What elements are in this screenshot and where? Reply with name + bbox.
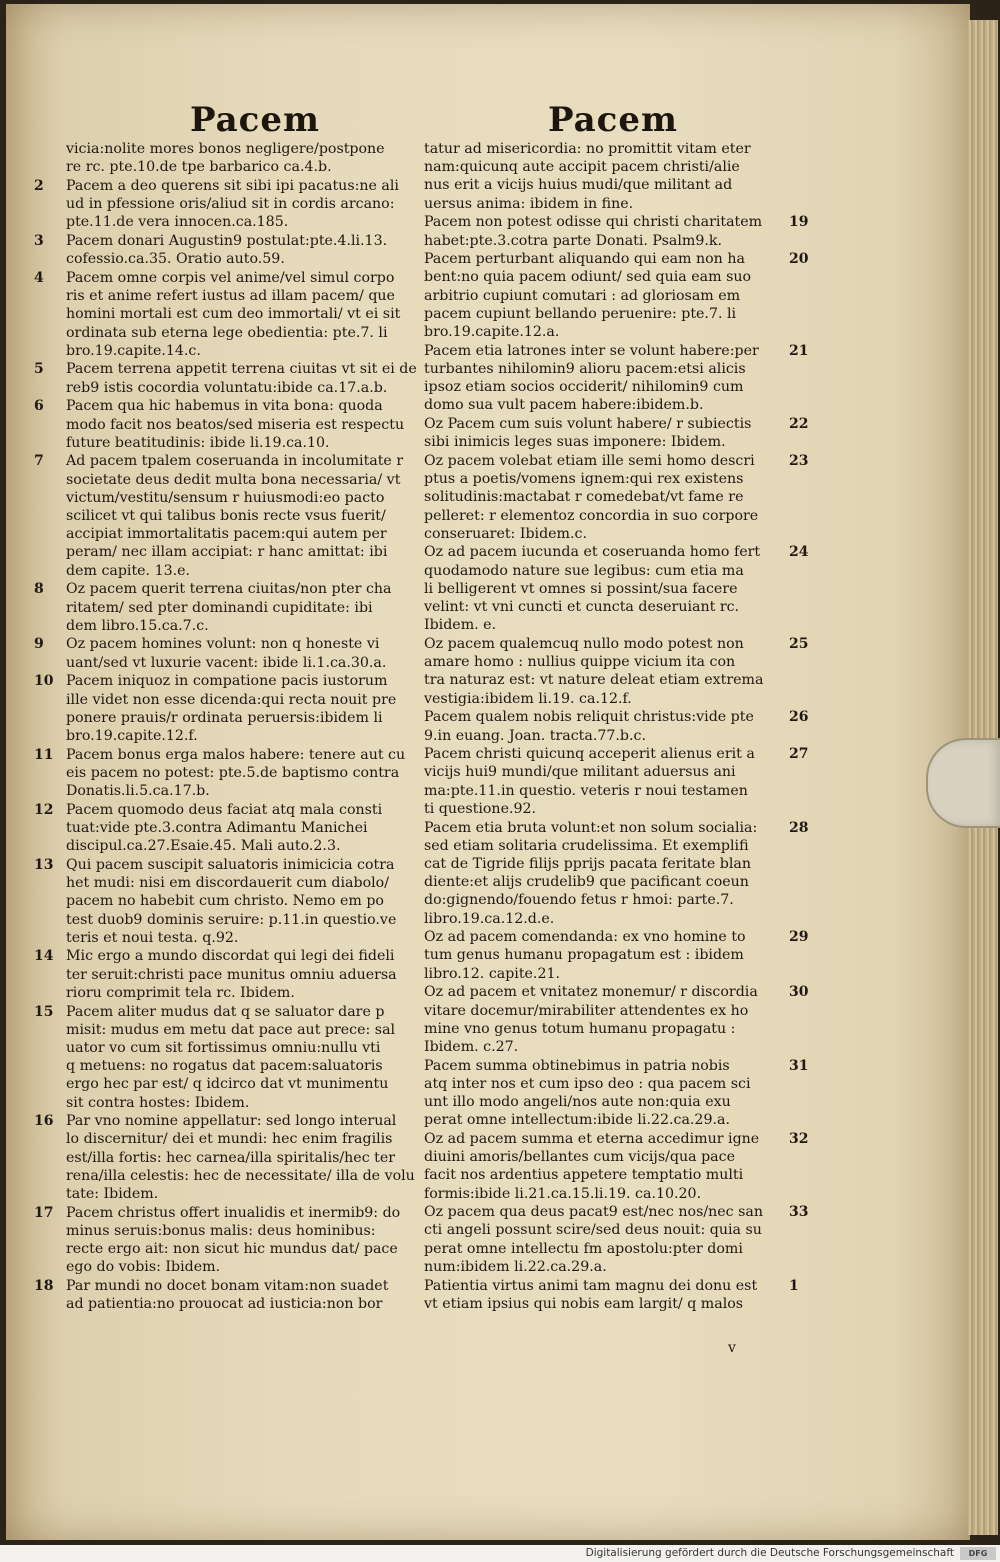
index-entry xyxy=(424,140,816,213)
entry-number: 4 xyxy=(34,269,44,286)
entry-line: Qui pacem suscipit saluatoris inimicicia cotra xyxy=(66,856,395,873)
entry-line: nam:quicunq aute accipit pacem christi/alie xyxy=(424,159,740,176)
entry-number: 6 xyxy=(34,398,44,415)
entry-line: Pacem bonus erga malos habere: tenere aut cu xyxy=(66,746,406,763)
entry-line: tuat:vide pte.3.contra Adimantu Manichei xyxy=(66,820,368,837)
signature-mark: v xyxy=(728,1340,736,1356)
entry-line: re rc. pte.10.de tpe barbarico ca.4.b. xyxy=(66,159,332,176)
entry-number: 8 xyxy=(34,581,44,598)
entry-line: conseruaret: Ibidem.c. xyxy=(424,525,587,542)
index-entry xyxy=(28,452,420,579)
entry-line: reb9 istis cocordia voluntatu:ibide ca.17.a.b. xyxy=(66,379,388,396)
index-entry xyxy=(28,801,420,856)
entry-line: arbitrio cupiunt comutari : ad gloriosam em xyxy=(424,287,741,304)
entry-line: ponere prauis/r ordinata peruersis:ibidem li xyxy=(66,709,383,726)
entry-line: Oz pacem qua deus pacat9 est/nec nos/nec san xyxy=(424,1204,763,1221)
entry-line: formis:ibide li.21.ca.15.li.19. ca.10.20. xyxy=(424,1185,702,1202)
entry-line: Par mundi no docet bonam vitam:non suadet xyxy=(66,1278,389,1295)
entry-line: ergo hec par est/ q idcirco dat vt munimentu xyxy=(66,1076,389,1093)
entry-line: sibi inimicis leges suas imponere: Ibidem. xyxy=(424,434,726,451)
entry-line: ad patientia:no prouocat ad iusticia:non bor xyxy=(66,1296,383,1313)
entry-line: do:gignendo/fouendo fetus r hmoi: parte.7. xyxy=(424,892,734,909)
entry-number: 16 xyxy=(34,1113,54,1130)
entry-line: ritatem/ sed pter dominandi cupiditate: ibi xyxy=(66,599,373,616)
entry-line: Pacem iniquoz in compatione pacis iustorum xyxy=(66,673,388,690)
entry-line: homini mortali est cum deo immortali/ vt ei sit xyxy=(66,306,401,323)
running-header-right: Pacem xyxy=(548,100,678,140)
entry-line: Pacem terrena appetit terrena ciuitas vt sit ei de xyxy=(66,361,417,378)
entry-line: tra naturaz est: vt nature deleat etiam extrema xyxy=(424,672,764,689)
entry-line: libro.12. capite.21. xyxy=(424,965,561,982)
dfg-logo: DFG xyxy=(960,1547,996,1560)
entry-line: turbantes nihilomin9 alioru pacem:etsi alicis xyxy=(424,360,746,377)
entry-line: Ibidem. e. xyxy=(424,617,497,634)
entry-line: cti angeli possunt scire/sed deus nouit: quia su xyxy=(424,1222,762,1239)
entry-line: diente:et alijs crudelib9 que pacificant coeun xyxy=(424,874,749,891)
entry-line: Pacem non potest odisse qui christi charitatem xyxy=(424,214,763,231)
entry-line: Patientia virtus animi tam magnu dei donu est xyxy=(424,1277,758,1294)
entry-line: ille videt non esse dicenda:qui recta nouit pre xyxy=(66,691,397,708)
entry-line: 9.in euang. Joan. tracta.77.b.c. xyxy=(424,727,646,744)
entry-line: Oz ad pacem et vnitatez monemur/ r discordia xyxy=(424,984,758,1001)
entry-number: 18 xyxy=(34,1278,54,1295)
index-entry xyxy=(28,177,420,232)
entry-line: unt illo modo angeli/nos aute non:quia exu xyxy=(424,1094,731,1111)
entry-number: 11 xyxy=(34,746,54,763)
entry-line: q metuens: no rogatus dat pacem:saluatoris xyxy=(66,1058,383,1075)
entry-line: recte ergo ait: non sicut hic mundus dat/ pace xyxy=(66,1241,398,1258)
index-entry xyxy=(28,269,420,360)
entry-line: peram/ nec illam accipiat: r hanc amittat: ibi xyxy=(66,544,388,561)
entry-number: 12 xyxy=(34,801,54,818)
index-entry xyxy=(424,452,816,543)
entry-number: 23 xyxy=(789,452,809,469)
index-entry xyxy=(28,635,420,671)
entry-line: cofessio.ca.35. Oratio auto.59. xyxy=(66,251,285,268)
footer-bar xyxy=(0,1545,1000,1562)
entry-line: Mic ergo a mundo discordat qui legi dei fideli xyxy=(66,948,395,965)
entry-line: tate: Ibidem. xyxy=(66,1186,159,1203)
index-entry xyxy=(28,580,420,635)
entry-line: bro.19.capite.12.a. xyxy=(424,324,560,341)
entry-number: 30 xyxy=(789,984,809,1001)
entry-line: velint: vt vni cuncti et cuncta deseruiant rc. xyxy=(424,599,740,616)
index-entry xyxy=(424,928,816,983)
entry-number: 20 xyxy=(789,251,809,268)
entry-number: 17 xyxy=(34,1204,54,1221)
entry-line: rena/illa celestis: hec de necessitate/ illa de volu xyxy=(66,1167,415,1184)
entry-line: societate deus dedit multa bona necessaria/ vt xyxy=(66,471,401,488)
index-entry xyxy=(28,232,420,268)
index-entry xyxy=(424,415,816,451)
entry-line: sed etiam solitaria crudelissima. Et exemplifi xyxy=(424,837,749,854)
entry-line: sit contra hostes: Ibidem. xyxy=(66,1094,250,1111)
entry-line: nus erit a vicijs huius mudi/que militant ad xyxy=(424,177,733,194)
entry-line: Pacem quomodo deus faciat atq mala consti xyxy=(66,801,383,818)
entry-line: quodamodo nature sue legibus: cum etia ma xyxy=(424,562,744,579)
entry-number: 27 xyxy=(789,746,809,763)
entry-line: Pacem christi quicunq acceperit alienus erit a xyxy=(424,746,755,763)
running-header-left: Pacem xyxy=(190,100,320,140)
entry-line: Oz pacem volebat etiam ille semi homo descri xyxy=(424,452,755,469)
index-entry xyxy=(28,672,420,745)
entry-line: Oz pacem qualemcuq nullo modo potest non xyxy=(424,635,744,652)
entry-line: Ad pacem tpalem coseruanda in incolumitate r xyxy=(66,453,404,470)
footer-credit: Digitalisierung gefördert durch die Deutsche Forschungsgemeinschaft xyxy=(585,1547,954,1559)
entry-line: misit: mudus em metu dat pace aut prece: sal xyxy=(66,1021,396,1038)
entry-number: 31 xyxy=(789,1057,809,1074)
entry-line: minus seruis:bonus malis: deus hominibus: xyxy=(66,1222,376,1239)
entry-line: domo sua vult pacem habere:ibidem.b. xyxy=(424,397,704,414)
index-entry xyxy=(424,342,816,415)
entry-line: bent:no quia pacem odiunt/ sed quia eam suo xyxy=(424,269,752,286)
entry-line: pacem no habebit cum christo. Nemo em po xyxy=(66,893,384,910)
entry-number: 28 xyxy=(789,819,809,836)
index-entry xyxy=(28,1112,420,1203)
entry-number: 14 xyxy=(34,948,54,965)
entry-line: diuini amoris/bellantes cum vicijs/qua pace xyxy=(424,1149,735,1166)
entry-line: uator vo cum sit fortissimus omniu:nullu vti xyxy=(66,1039,381,1056)
entry-line: Donatis.li.5.ca.17.b. xyxy=(66,783,210,800)
entry-line: ordinata sub eterna lege obedientia: pte.7. li xyxy=(66,324,388,341)
index-entry xyxy=(424,708,816,744)
entry-number: 1 xyxy=(789,1277,799,1294)
entry-line: Oz ad pacem iucunda et coseruanda homo fert xyxy=(424,544,761,561)
entry-number: 22 xyxy=(789,416,809,433)
entry-line: modo facit nos beatos/sed miseria est respectu xyxy=(66,416,405,433)
entry-line: est/illa fortis: hec carnea/illa spiritalis/hec ter xyxy=(66,1149,396,1166)
entry-line: Pacem christus offert inualidis et inermib9: do xyxy=(66,1204,401,1221)
entry-line: ipsoz etiam socios occiderit/ nihilomin9 cum xyxy=(424,379,744,396)
index-entry xyxy=(424,635,816,708)
index-entry xyxy=(424,213,816,249)
entry-line: scilicet vt qui talibus bonis recte vsus fuerit/ xyxy=(66,508,386,525)
entry-line: Pacem summa obtinebimus in patria nobis xyxy=(424,1057,730,1074)
index-entry xyxy=(28,1277,420,1313)
entry-line: Par vno nomine appellatur: sed longo interual xyxy=(66,1113,397,1130)
entry-number: 5 xyxy=(34,361,44,378)
entry-line: Pacem a deo querens sit sibi ipi pacatus:ne ali xyxy=(66,177,399,194)
entry-line: libro.19.ca.12.d.e. xyxy=(424,910,555,927)
entry-number: 24 xyxy=(789,544,809,561)
index-entry xyxy=(424,745,816,818)
entry-line: Oz pacem homines volunt: non q honeste vi xyxy=(66,636,380,653)
entry-line: rioru comprimit tela rc. Ibidem. xyxy=(66,984,295,1001)
entry-line: victum/vestitu/sensum r huiusmodi:eo pacto xyxy=(66,489,385,506)
entry-number: 15 xyxy=(34,1003,54,1020)
book-clasp xyxy=(926,738,1000,828)
entry-line: uersus anima: ibidem in fine. xyxy=(424,195,634,212)
index-entry xyxy=(424,250,816,341)
entry-line: uant/sed vt luxurie vacent: ibide li.1.ca.30.a. xyxy=(66,654,387,671)
entry-number: 25 xyxy=(789,635,809,652)
entry-line: pacem cupiunt bellando peruenire: pte.7. li xyxy=(424,305,737,322)
entry-line: Pacem etia latrones inter se volunt habere:per xyxy=(424,342,759,359)
entry-line: ma:pte.11.in questio. veteris r noui testamen xyxy=(424,782,748,799)
entry-line: ti questione.92. xyxy=(424,800,537,817)
left-column xyxy=(28,140,420,1314)
entry-line: test duob9 dominis seruire: p.11.in questio.ve xyxy=(66,911,397,928)
entry-line: ego do vobis: Ibidem. xyxy=(66,1259,221,1276)
entry-line: mine vno genus totum humanu propagatu : xyxy=(424,1020,736,1037)
entry-line: dem libro.15.ca.7.c. xyxy=(66,617,209,634)
entry-line: ris et anime refert iustus ad illam pacem/ que xyxy=(66,288,395,305)
entry-line: tatur ad misericordia: no promittit vitam eter xyxy=(424,141,751,157)
entry-line: bro.19.capite.14.c. xyxy=(66,342,201,359)
entry-line: facit nos ardentius appetere temptatio multi xyxy=(424,1167,744,1184)
entry-number: 21 xyxy=(789,342,809,359)
entry-number: 32 xyxy=(789,1130,809,1147)
entry-number: 19 xyxy=(789,214,809,231)
index-entry xyxy=(28,360,420,396)
entry-line: vicijs hui9 mundi/que militant aduersus ani xyxy=(424,764,736,781)
entry-line: vestigia:ibidem li.19. ca.12.f. xyxy=(424,690,632,707)
entry-line: vt etiam ipsius qui nobis eam largit/ q malos xyxy=(424,1295,744,1312)
entry-line: lo discernitur/ dei et mundi: hec enim fragilis xyxy=(66,1131,393,1148)
index-entry xyxy=(28,856,420,947)
entry-line: Oz Pacem cum suis volunt habere/ r subiectis xyxy=(424,416,752,433)
entry-line: ter seruit:christi pace munitus omniu aduersa xyxy=(66,966,397,983)
entry-line: Oz ad pacem comendanda: ex vno homine to xyxy=(424,929,746,946)
entry-line: habet:pte.3.cotra parte Donati. Psalm9.k. xyxy=(424,232,722,249)
index-entry xyxy=(28,1204,420,1277)
entry-number: 29 xyxy=(789,929,809,946)
index-entry xyxy=(424,819,816,928)
entry-number: 9 xyxy=(34,636,44,653)
entry-line: vicia:nolite mores bonos negligere/postpone xyxy=(66,141,385,157)
entry-line: Oz pacem querit terrena ciuitas/non pter cha xyxy=(66,581,392,598)
index-entry xyxy=(424,983,816,1056)
entry-line: amare homo : nullius quippe vicium ita con xyxy=(424,654,736,671)
index-entry xyxy=(424,1277,816,1313)
entry-line: solitudinis:mactabat r comedebat/vt fame re xyxy=(424,489,744,506)
entry-line: teris et noui testa. q.92. xyxy=(66,929,239,946)
entry-line: vitare docemur/mirabiliter attendentes ex ho xyxy=(424,1002,749,1019)
index-entry xyxy=(28,1003,420,1112)
entry-line: Oz ad pacem summa et eterna accedimur igne xyxy=(424,1130,760,1147)
entry-line: tum genus humanu propagatum est : ibidem xyxy=(424,947,744,964)
entry-number: 10 xyxy=(34,673,54,690)
entry-line: Pacem omne corpis vel anime/vel simul corpo xyxy=(66,269,395,286)
entry-line: discipul.ca.27.Esaie.45. Mali auto.2.3. xyxy=(66,838,341,855)
entry-line: eis pacem no potest: pte.5.de baptismo contra xyxy=(66,764,400,781)
entry-line: Pacem etia bruta volunt:et non solum socialia: xyxy=(424,819,758,836)
entry-line: pelleret: r elementoz concordia in suo corpore xyxy=(424,507,759,524)
entry-line: pte.11.de vera innocen.ca.185. xyxy=(66,214,289,231)
entry-line: accipiat immortalitatis pacem:qui autem per xyxy=(66,526,387,543)
entry-line: future beatitudinis: ibide li.19.ca.10. xyxy=(66,434,330,451)
index-entry xyxy=(424,1057,816,1130)
entry-line: perat omne intellectu fm apostolu:pter domi xyxy=(424,1240,743,1257)
entry-number: 13 xyxy=(34,856,54,873)
entry-line: bro.19.capite.12.f. xyxy=(66,728,198,744)
entry-line: Pacem qualem nobis reliquit christus:vide pte xyxy=(424,709,754,726)
entry-line: cat de Tigride filijs pprijs pacata feritate blan xyxy=(424,855,751,872)
entry-number: 33 xyxy=(789,1204,809,1221)
index-entry xyxy=(424,1130,816,1203)
entry-line: ptus a poetis/vomens ignem:qui rex existens xyxy=(424,471,744,488)
index-entry xyxy=(28,140,420,176)
entry-line: Pacem qua hic habemus in vita bona: quoda xyxy=(66,398,383,415)
index-entry xyxy=(28,746,420,801)
entry-line: Pacem aliter mudus dat q se saluator dare p xyxy=(66,1003,385,1020)
entry-line: li belligerent vt omnes si possint/sua facere xyxy=(424,580,738,597)
entry-line: num:ibidem li.22.ca.29.a. xyxy=(424,1258,607,1275)
entry-line: atq inter nos et cum ipso deo : qua pacem sci xyxy=(424,1075,751,1092)
index-entry xyxy=(28,947,420,1002)
entry-number: 3 xyxy=(34,233,44,250)
entry-number: 26 xyxy=(789,709,809,726)
entry-line: Ibidem. c.27. xyxy=(424,1038,519,1055)
entry-line: het mudi: nisi em discordauerit cum diabolo/ xyxy=(66,875,389,892)
entry-line: perat omne intellectum:ibide li.22.ca.29.a. xyxy=(424,1112,730,1129)
entry-line: ud in pfessione oris/aliud sit in cordis arcano: xyxy=(66,196,395,213)
right-column xyxy=(424,140,816,1314)
entry-line: Pacem donari Augustin9 postulat:pte.4.li.13. xyxy=(66,233,388,250)
entry-number: 7 xyxy=(34,453,44,470)
entry-number: 2 xyxy=(34,177,44,194)
index-entry xyxy=(424,543,816,634)
index-entry xyxy=(28,397,420,452)
index-entry xyxy=(424,1203,816,1276)
entry-line: dem capite. 13.e. xyxy=(66,562,191,579)
entry-line: Pacem perturbant aliquando qui eam non ha xyxy=(424,251,745,268)
